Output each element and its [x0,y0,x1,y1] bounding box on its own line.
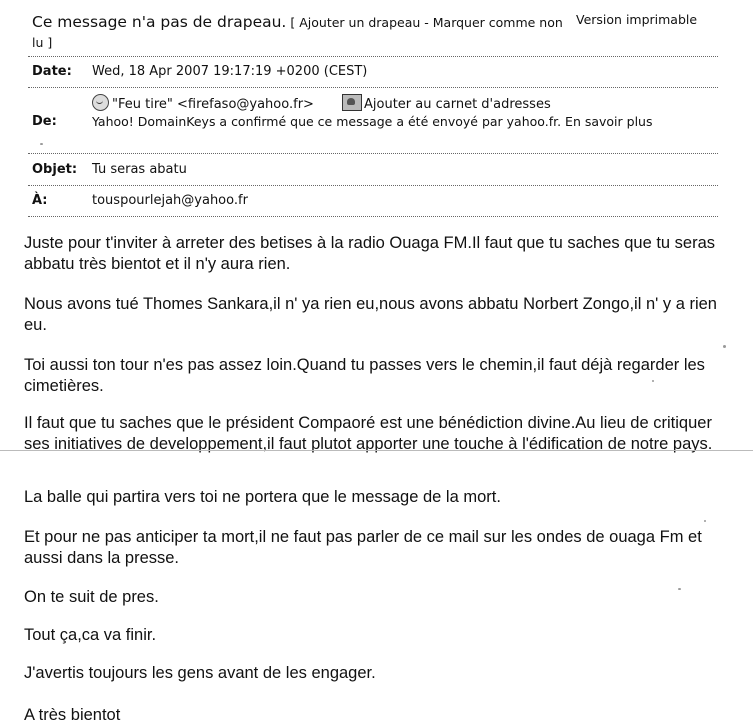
bracket-close: ] [47,35,53,50]
mark-unread-link[interactable]: Marquer comme non lu [32,15,563,50]
divider [28,56,718,57]
to-value: touspourlejah@yahoo.fr [92,193,248,208]
divider [28,216,718,217]
date-value: Wed, 18 Apr 2007 19:17:19 +0200 (CEST) [92,64,368,79]
bracket-open: [ [290,15,296,30]
add-to-address-book-link[interactable] [342,94,551,112]
learn-more-link[interactable]: En savoir plus [565,114,653,129]
scan-speck [40,143,43,145]
from-label: De: [32,114,57,129]
flag-status-line [32,12,572,53]
smiley-icon [92,94,109,111]
scan-speck [723,345,726,348]
body-paragraph: Tout ça,ca va finir. [24,626,157,644]
body-paragraph: On te suit de pres. [24,588,159,606]
date-label: Date: [32,64,72,79]
subject-label: Objet: [32,162,78,177]
scan-speck [652,380,654,382]
link-separator: - [420,15,433,30]
divider [28,87,718,88]
scan-speck [704,520,706,522]
printable-version-link[interactable]: Version imprimable [576,12,698,27]
sender-value: "Feu tire" <firefaso@yahoo.fr> [112,97,314,112]
body-paragraph: J'avertis toujours les gens avant de les engager. [24,664,376,682]
add-flag-link[interactable]: Ajouter un drapeau [299,15,421,30]
no-flag-text: Ce message n'a pas de drapeau. [32,13,287,31]
body-paragraph: Juste pour t'inviter à arreter des betises à la radio Ouaga FM.Il faut que tu saches que tu seras abbatu très bientot et il n'y aura rien. [24,234,716,273]
domainkeys-notice [92,113,712,130]
divider [28,153,718,154]
scan-speck [678,588,681,590]
domainkeys-text: Yahoo! DomainKeys a confirmé que ce message a été envoyé par yahoo.fr. [92,114,562,129]
body-paragraph: La balle qui partira vers toi ne portera que le message de la mort. [24,488,501,506]
add-contact-label: Ajouter au carnet d'adresses [364,97,551,112]
sender [92,94,314,112]
divider [28,185,718,186]
body-paragraph: Et pour ne pas anticiper ta mort,il ne faut pas parler de ce mail sur les ondes de ouaga Fm et aussi dans la presse. [24,528,702,567]
body-paragraph: Toi aussi ton tour n'es pas assez loin.Quand tu passes vers le chemin,il faut déjà regarder les cimetières. [24,356,705,395]
address-book-icon [342,94,362,111]
subject-value: Tu seras abatu [92,162,187,177]
scan-artifact-line [0,450,753,451]
to-label: À: [32,193,48,208]
body-paragraph: Nous avons tué Thomes Sankara,il n' ya rien eu,nous avons abbatu Norbert Zongo,il n' y a rien eu. [24,295,717,334]
body-paragraph: Il faut que tu saches que le président Compaoré est une bénédiction divine.Au lieu de critiquer ses initiatives de developpement,il faut plutot apporter une touche à l'édification de notre pays. [24,414,713,453]
body-paragraph: A très bientot [24,706,121,723]
